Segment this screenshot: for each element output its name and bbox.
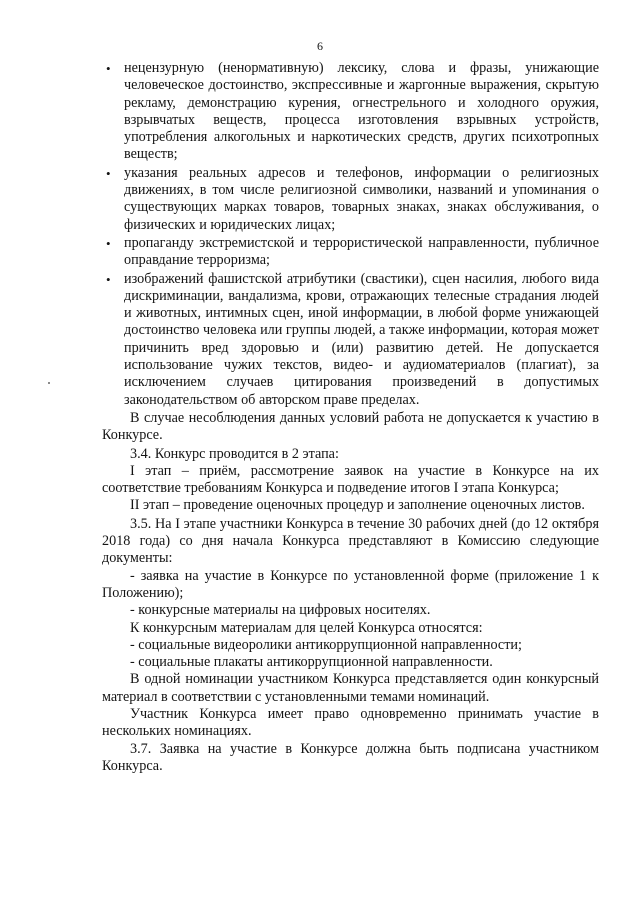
paragraph-stage-1: I этап – приём, рассмотрение заявок на участие в Конкурсе на их соответствие требованиям Конкурса и подведение итогов I этапа Конкурса; <box>102 462 599 497</box>
paragraph-videos: - социальные видеоролики антикоррупционной направленности; <box>130 636 522 653</box>
paragraph-stages-heading: 3.4. Конкурс проводится в 2 этапа: <box>130 445 339 462</box>
bullet-icon: • <box>106 165 111 181</box>
bullet-icon: • <box>106 61 111 76</box>
list-item <box>102 165 599 234</box>
paragraph-3-5: 3.5. На I этапе участники Конкурса в течение 30 рабочих дней (до 12 октября 2018 года) со дня начала Конкурса представляют в Комиссию следующие документы: <box>102 515 599 567</box>
list-item-text: изображений фашистской атрибутики (свастики), сцен насилия, любого вида дискриминации, вандализма, крови, отражающих телесные страдания людей и животных, интимных сцен, иной информации, в любой форме унижающей достоинство человека или группы людей, а также информации, которая может причинить вред здоровью и (или) развитию детей. Не допускается использование чужих текстов, видео- и аудиоматериалов (плагиат), за исключением случаев цитирования произведений в допустимых законодательством об авторском праве пределах. <box>124 270 599 408</box>
document-body <box>102 60 599 775</box>
list-item-text: пропаганду экстремистской и террористической направленности, публичное оправдание терроризма; <box>124 234 599 269</box>
prohibited-content-list <box>102 60 599 409</box>
paragraph-multiple-nominations: Участник Конкурса имеет право одновременно принимать участие в нескольких номинациях. <box>102 705 599 740</box>
paragraph-stage-2: II этап – проведение оценочных процедур и заполнение оценочных листов. <box>130 497 585 514</box>
paragraph-application-form: - заявка на участие в Конкурсе по установленной форме (приложение 1 к Положению); <box>102 567 599 601</box>
list-item-text: указания реальных адресов и телефонов, информации о религиозных движениях, в том числе религиозной символики, названий и упоминания о существующих марках товаров, товарных знаках, знаках обслуживания, о физических и юридических лицах; <box>124 164 599 233</box>
paragraph-digital-materials: - конкурсные материалы на цифровых носителях. <box>130 602 431 619</box>
page-number: 6 <box>317 39 323 53</box>
list-item <box>102 235 599 270</box>
list-item <box>102 60 599 164</box>
paragraph-noncompliance: В случае несоблюдения данных условий работа не допускается к участию в Конкурсе. <box>102 409 599 444</box>
paragraph-one-material: В одной номинации участником Конкурса представляется один конкурсный материал в соответствии с установленными темами номинаций. <box>102 671 599 705</box>
bullet-icon: • <box>106 271 111 287</box>
paragraph-3-7: 3.7. Заявка на участие в Конкурсе должна быть подписана участником Конкурса. <box>102 740 599 774</box>
scan-speck <box>48 382 50 384</box>
list-item <box>102 271 599 409</box>
bullet-icon: • <box>106 235 111 251</box>
list-item-text: нецензурную (ненормативную) лексику, слова и фразы, унижающие человеческое достоинство, экспрессивные и жаргонные выражения, скрытую рекламу, демонстрацию курения, огнестрельного и холодного оружия, взрывчатых веществ, процесса изготовления взрывных устройств, употребления алкогольных и наркотических средств, других психотропных веществ; <box>124 60 599 163</box>
paragraph-materials-heading: К конкурсным материалам для целей Конкурса относятся: <box>130 619 483 636</box>
paragraph-posters: - социальные плакаты антикоррупционной направленности. <box>130 654 493 671</box>
